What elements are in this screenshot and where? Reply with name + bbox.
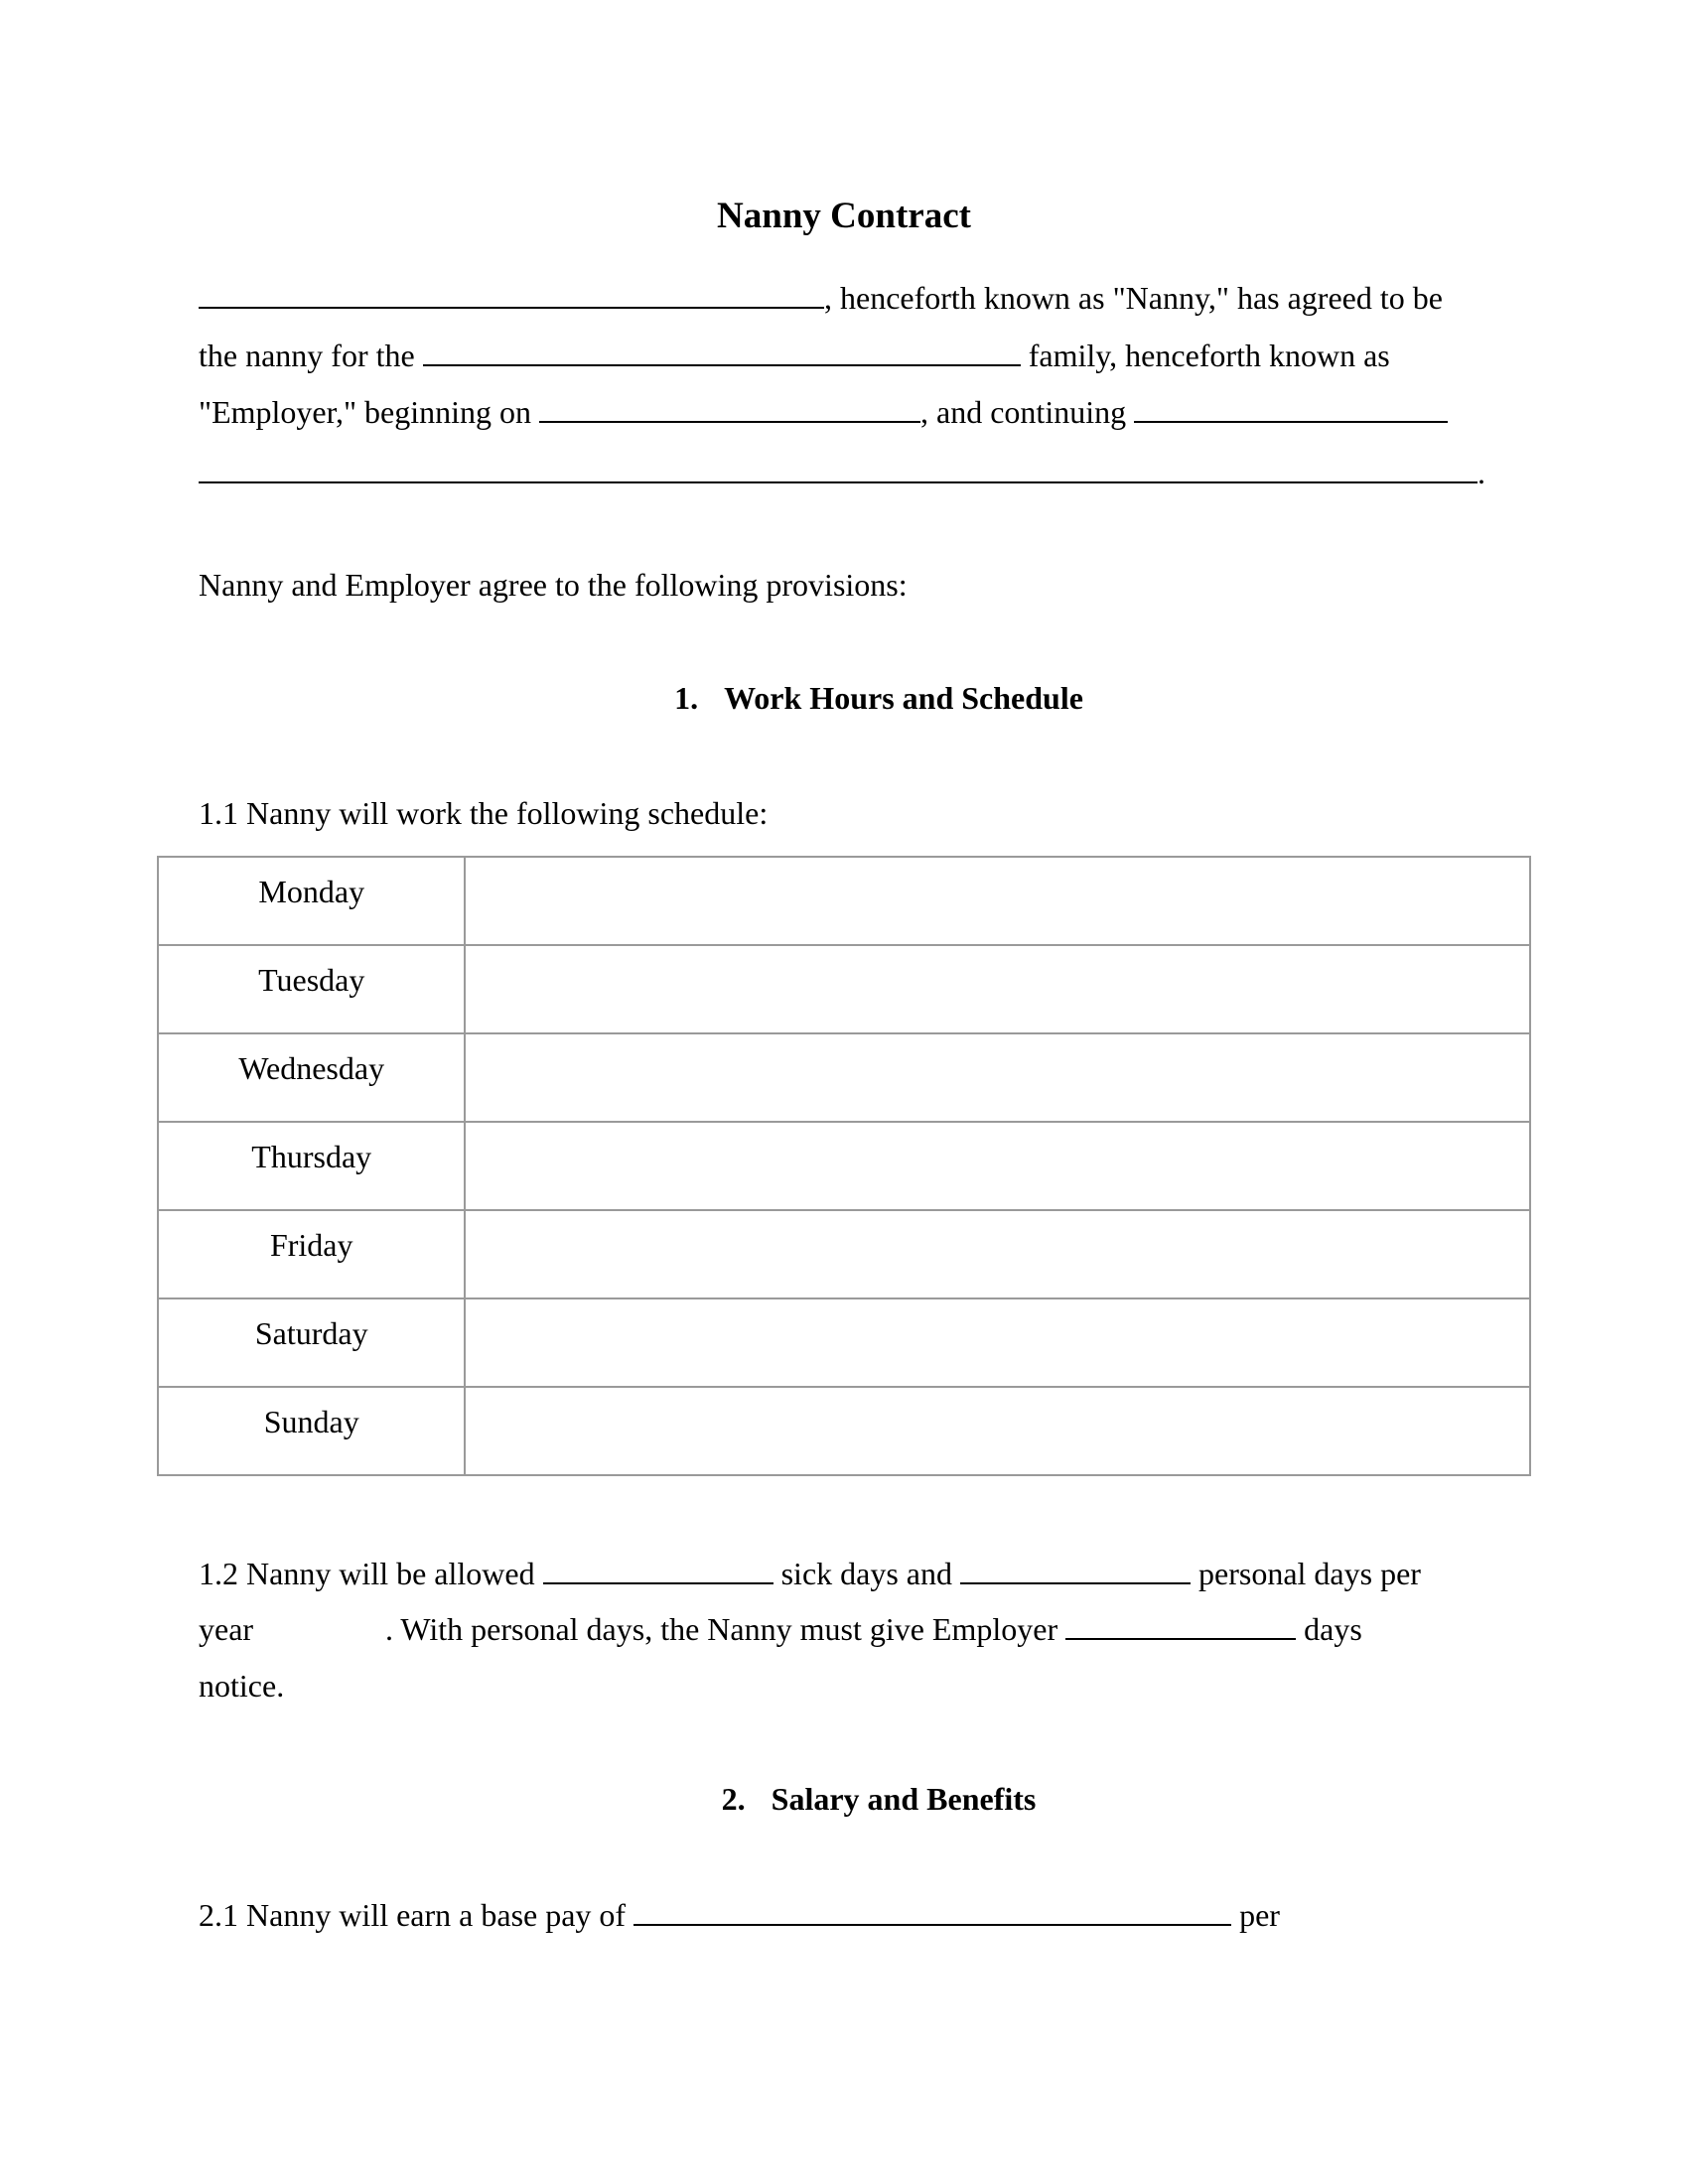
item-1-1: 1.1 Nanny will work the following schedule: xyxy=(199,795,769,831)
intro-text-1: , henceforth known as "Nanny," has agreed to be xyxy=(824,280,1443,316)
schedule-row xyxy=(158,1298,1530,1387)
nanny-name-field[interactable] xyxy=(199,281,824,309)
item-1-2-text-c: personal days per xyxy=(1198,1556,1421,1591)
item-2-1 xyxy=(199,1898,1280,1931)
schedule-hours-cell[interactable] xyxy=(465,1122,1530,1210)
section-2-heading xyxy=(0,1783,1688,1815)
provisions-intro: Nanny and Employer agree to the following provisions: xyxy=(199,567,908,603)
intro-text-2a: the nanny for the xyxy=(199,338,415,373)
section-2-title: Salary and Benefits xyxy=(771,1781,1037,1817)
intro-text-3b: , and continuing xyxy=(920,394,1127,430)
schedule-day-label: Wednesday xyxy=(158,1033,465,1122)
schedule-day-label: Monday xyxy=(158,857,465,945)
schedule-row xyxy=(158,1033,1530,1122)
intro-line-2 xyxy=(199,339,1390,371)
continuing-field[interactable] xyxy=(1134,395,1448,423)
document-title: Nanny Contract xyxy=(717,196,971,236)
item-1-2-text-e: . With personal days, the Nanny must give Employer xyxy=(385,1611,1058,1647)
schedule-day-label: Sunday xyxy=(158,1387,465,1475)
schedule-hours-cell[interactable] xyxy=(465,1298,1530,1387)
intro-line-4 xyxy=(199,456,1485,488)
item-1-2-text-b: sick days and xyxy=(780,1556,952,1591)
schedule-hours-cell[interactable] xyxy=(465,945,1530,1033)
family-name-field[interactable] xyxy=(423,339,1021,366)
intro-text-2b: family, henceforth known as xyxy=(1028,338,1390,373)
intro-text-3a: "Employer," beginning on xyxy=(199,394,532,430)
item-1-2-text-f: days xyxy=(1304,1611,1362,1647)
schedule-hours-cell[interactable] xyxy=(465,1387,1530,1475)
item-1-2-line-3: notice. xyxy=(199,1668,285,1704)
section-2-number: 2. xyxy=(721,1781,746,1817)
section-1-title: Work Hours and Schedule xyxy=(724,680,1083,716)
item-2-1-text-a: 2.1 Nanny will earn a base pay of xyxy=(199,1897,627,1933)
schedule-day-label: Saturday xyxy=(158,1298,465,1387)
intro-line-3 xyxy=(199,395,1448,428)
schedule-row xyxy=(158,1387,1530,1475)
sick-days-field[interactable] xyxy=(543,1557,774,1584)
base-pay-field[interactable] xyxy=(633,1898,1231,1926)
continuing-field-2[interactable] xyxy=(199,456,1477,483)
schedule-row xyxy=(158,857,1530,945)
item-2-1-text-b: per xyxy=(1239,1897,1280,1933)
schedule-table xyxy=(157,856,1531,1476)
schedule-day-label: Tuesday xyxy=(158,945,465,1033)
schedule-row xyxy=(158,1122,1530,1210)
section-1-number: 1. xyxy=(674,680,699,716)
start-date-field[interactable] xyxy=(539,395,920,423)
schedule-hours-cell[interactable] xyxy=(465,857,1530,945)
item-1-2-text-a: 1.2 Nanny will be allowed xyxy=(199,1556,535,1591)
schedule-hours-cell[interactable] xyxy=(465,1033,1530,1122)
schedule-hours-cell[interactable] xyxy=(465,1210,1530,1298)
intro-line-1 xyxy=(199,281,1443,314)
schedule-row xyxy=(158,1210,1530,1298)
intro-text-4: . xyxy=(1477,455,1485,490)
personal-days-field[interactable] xyxy=(960,1557,1191,1584)
item-1-2-line-2 xyxy=(199,1612,1362,1645)
item-1-2-text-d: year xyxy=(199,1611,254,1647)
item-1-2-line-1 xyxy=(199,1557,1421,1589)
schedule-row xyxy=(158,945,1530,1033)
schedule-day-label: Thursday xyxy=(158,1122,465,1210)
notice-days-field[interactable] xyxy=(1065,1612,1296,1640)
section-1-heading xyxy=(0,682,1688,714)
schedule-day-label: Friday xyxy=(158,1210,465,1298)
